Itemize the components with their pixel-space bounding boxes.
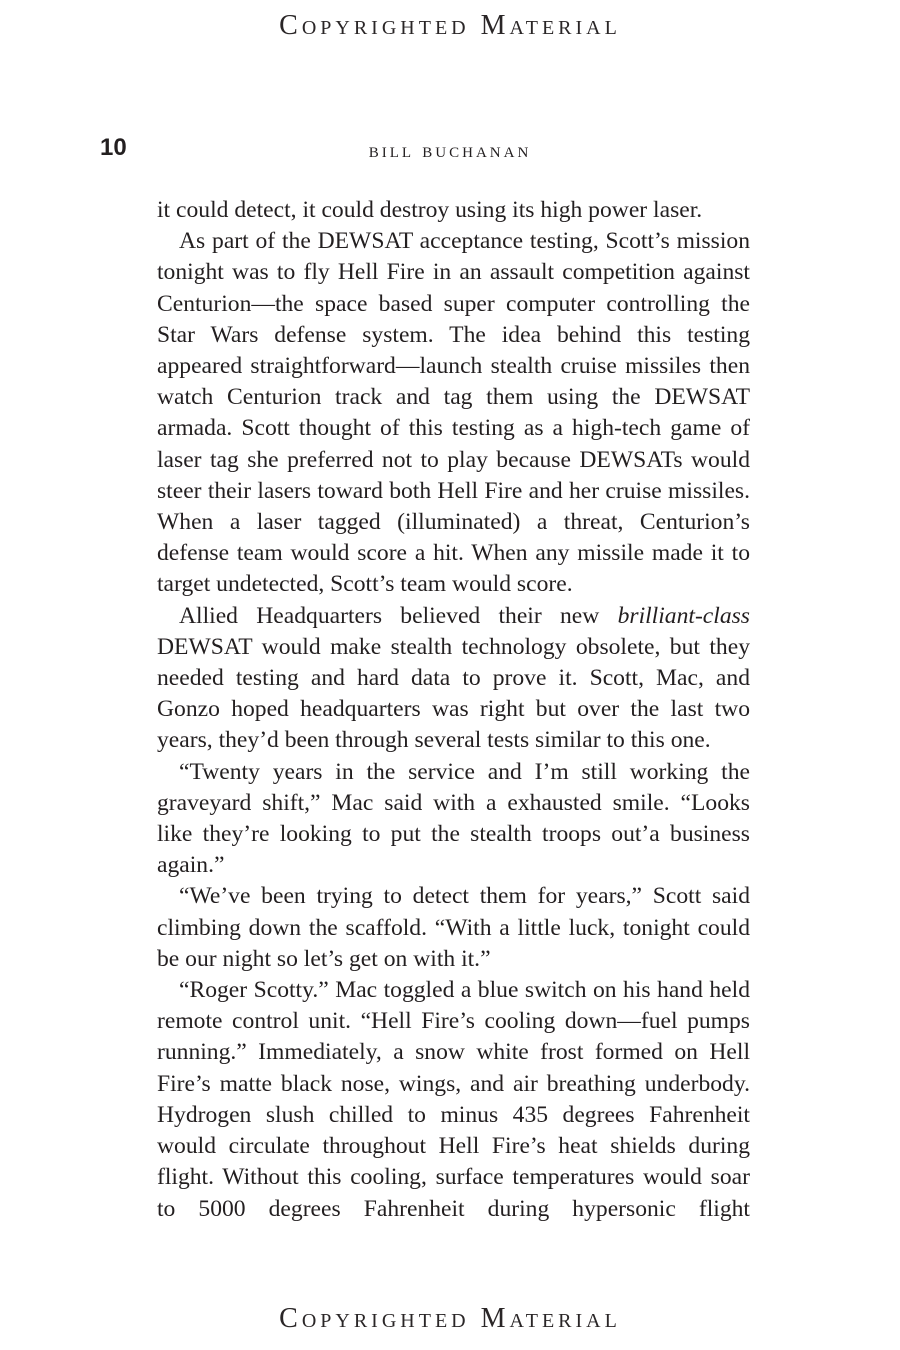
paragraph: As part of the DEWSAT acceptance testing, Scott’s mission tonight was to fly Hell Fire in an assault competition against Centurion—the space based super computer controlling the Star Wars defense system. The idea behind this testing appeared straightforward—launch stealth cruise missiles then watch Centurion track and tag them using the DEWSAT armada. Scott thought of this testing as a high-tech game of laser tag she preferred not to play because DEWSATs would steer their lasers toward both Hell Fire and her cruise missiles. When a laser tagged (illuminated) a threat, Centurion’s defense team would score a hit. When any missile made it to target undetected, Scott’s team would score. (157, 228, 750, 598)
paragraph-text: DEWSAT would make stealth technology obsolete, but they needed testing and hard data to prove it. Scott, Mac, and Gonzo hoped headquarters was right but over the last two years, they’d been through several tests similar to this one. (157, 633, 750, 754)
paragraph (157, 601, 750, 757)
body-text (157, 195, 750, 1225)
running-head (0, 134, 900, 166)
running-head-author: bill buchanan (368, 138, 532, 162)
paragraph: it could detect, it could destroy using its high power laser. (157, 197, 703, 223)
italic-phrase: brilliant-class (617, 602, 750, 629)
paragraph: “Roger Scotty.” Mac toggled a blue switch on his hand held remote control unit. “Hell Fire’s cooling down—fuel pumps running.” Immediately, a snow white frost formed on Hell Fire’s matte black nose, wings, and air breathing underbody. Hydrogen slush chilled to minus 435 degrees Fahrenheit would circulate throughout Hell Fire’s heat shields during flight. Without this cooling, surface temperatures would soar to 5000 degrees Fahrenheit during hypersonic flight (157, 977, 750, 1222)
paragraph: “We’ve been trying to detect them for years,” Scott said climbing down the scaffold. “With a little luck, tonight could be our night so let’s get on with it.” (157, 883, 750, 972)
copyright-watermark-bottom: Copyrighted Material (279, 1303, 621, 1334)
paragraph: “Twenty years in the service and I’m still working the graveyard shift,” Mac said with a exhausted smile. “Looks like they’re looking to put the stealth troops out’a business again.” (157, 758, 750, 879)
paragraph-text: Allied Headquarters believed their new (179, 602, 618, 629)
copyright-watermark-top: Copyrighted Material (279, 10, 621, 41)
page-number: 10 (100, 134, 127, 161)
